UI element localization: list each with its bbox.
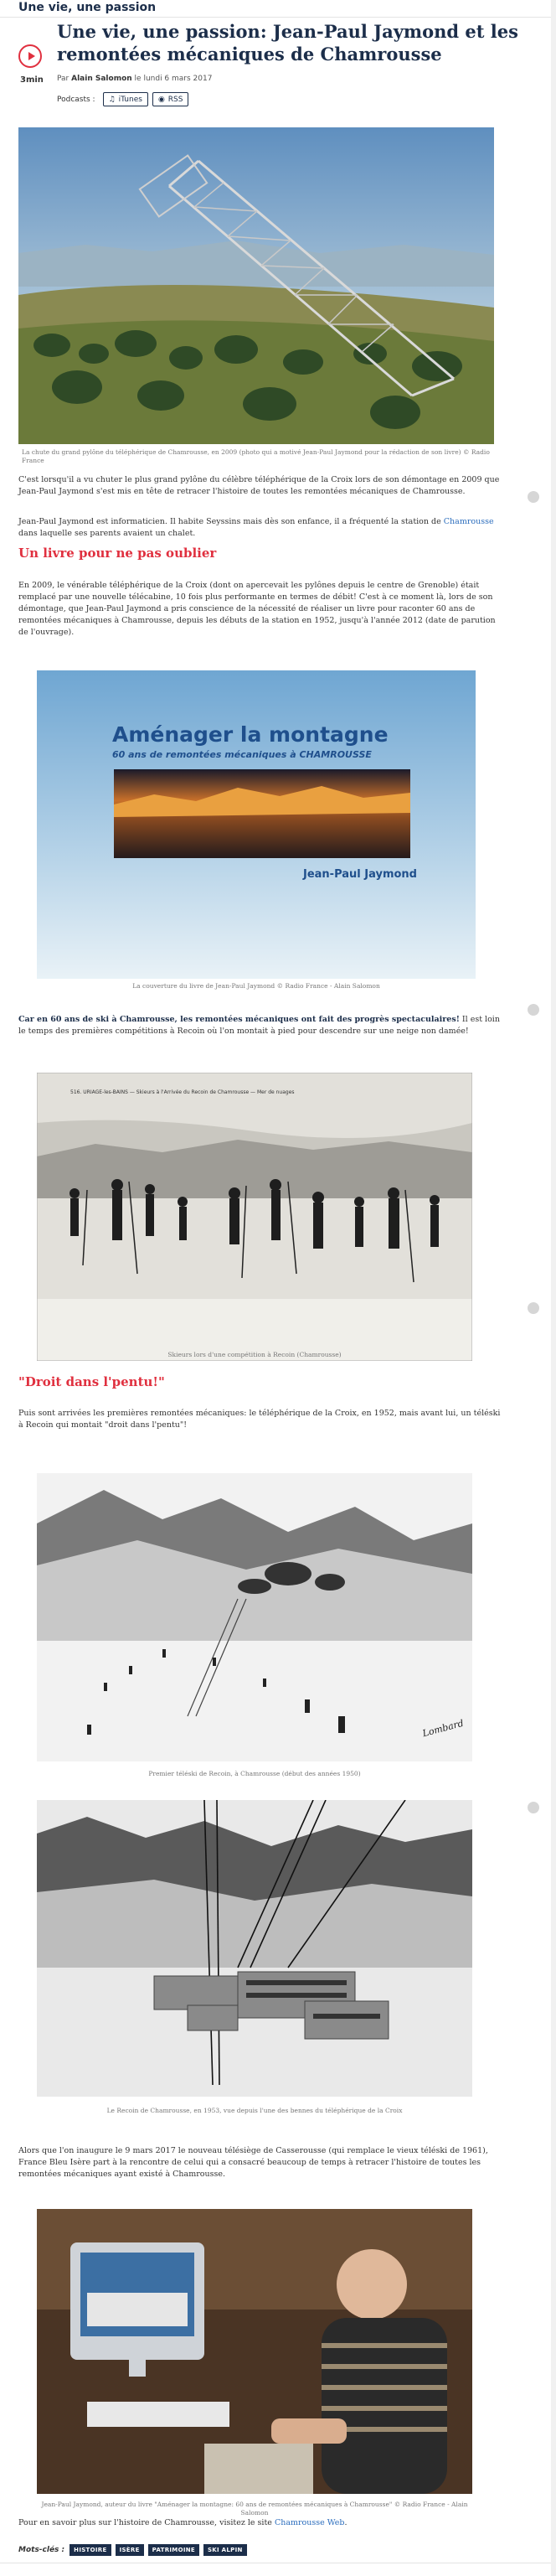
chamrousse-web-link[interactable]: Chamrousse Web bbox=[274, 2518, 345, 2527]
book-author: Jean-Paul Jaymond bbox=[303, 868, 417, 881]
figure-caption: Premier téléski de Recoin, à Chamrousse (début des années 1950) bbox=[148, 1770, 361, 1777]
byline-prefix: Par bbox=[57, 75, 70, 83]
figure-caption: La chute du grand pylône du téléphérique de Chamrousse, en 2009 (photo qui a motivé Jean-Paul Jaymond pour la rédaction de son livre) © Radio France bbox=[22, 448, 490, 464]
figure-caption: Le Recoin de Chamrousse, en 1953, vue depuis l'une des bennes du téléphérique de la Croix bbox=[106, 2107, 403, 2114]
rss-icon: ◉ bbox=[157, 95, 165, 104]
bold-lead: Car en 60 ans de ski à Chamrousse, les remontées mécaniques ont fait des progrès spectaculaires! bbox=[18, 1015, 460, 1024]
postcard-text: 516. URIAGE-les-BAINS — Skieurs à l'Arrivée du Recoin de Chamrousse — Mer de nuages bbox=[70, 1089, 295, 1095]
figure-caption: Skieurs lors d'une compétition à Recoin (Chamrousse) bbox=[167, 1351, 342, 1358]
recoin-1953-photo[interactable] bbox=[37, 1800, 472, 2097]
skiers-postcard-photo[interactable] bbox=[37, 1073, 472, 1361]
byline bbox=[57, 75, 212, 83]
paragraph: C'est lorsqu'il a vu chuter le plus grand pylône du célèbre téléphérique de la Croix lors de son démontage en 2009 que Jean-Paul Jaymond s'est mis en tête de retracer l'histoire de toutes les remontées mécaniques de Chamrousse. bbox=[18, 475, 500, 496]
author-name[interactable]: Alain Salomon bbox=[71, 75, 132, 83]
paragraph bbox=[18, 1014, 504, 1037]
nav-dot[interactable] bbox=[528, 1004, 539, 1016]
audio-duration: 3min bbox=[20, 75, 44, 85]
paragraph: Puis sont arrivées les premières remontées mécaniques: le téléphérique de la Croix, en 1952, mais avant lui, un téléski à Recoin qui montait "droit dans l'pentu"! bbox=[18, 1409, 501, 1430]
paragraph bbox=[18, 516, 504, 540]
article-title: Une vie, une passion: Jean-Paul Jaymond et les remontées mécaniques de Chamrousse bbox=[57, 21, 518, 65]
podcasts-bar bbox=[57, 92, 193, 106]
chamrousse-link[interactable]: Chamrousse bbox=[443, 517, 494, 526]
section-title: Une vie, une passion bbox=[18, 1, 157, 14]
nav-dot[interactable] bbox=[528, 1802, 539, 1813]
itunes-label: iTunes bbox=[118, 95, 142, 104]
text-span: Jean-Paul Jaymond est informaticien. Il habite Seyssins mais dès son enfance, il a fréquenté la station de bbox=[18, 517, 444, 526]
author-photo[interactable] bbox=[37, 2209, 472, 2494]
tag-isere[interactable]: ISÈRE bbox=[116, 2544, 144, 2556]
divider bbox=[0, 17, 551, 18]
scrollbar-track[interactable] bbox=[551, 0, 556, 2576]
tag-patrimoine[interactable]: PATRIMOINE bbox=[148, 2544, 199, 2556]
tag-ski-alpin[interactable]: SKI ALPIN bbox=[203, 2544, 247, 2556]
text-span: Pour en savoir plus sur l'histoire de Chamrousse, visitez le site bbox=[18, 2518, 275, 2527]
tags-label: Mots-clés : bbox=[18, 2546, 65, 2554]
figure-caption: La couverture du livre de Jean-Paul Jaymond © Radio France - Alain Salomon bbox=[132, 982, 380, 990]
paragraph bbox=[18, 2517, 504, 2529]
play-button[interactable] bbox=[18, 44, 42, 68]
book-title: Aménager la montagne bbox=[112, 722, 389, 747]
rss-label: RSS bbox=[167, 95, 183, 104]
nav-dot[interactable] bbox=[528, 491, 539, 503]
paragraph: Alors que l'on inaugure le 9 mars 2017 le nouveau télésiège de Casserousse (qui remplace le vieux téléski de 1961), France Bleu Isère part à la rencontre de celui qui a consacré beaucoup de temps à retracer l'histoire de toutes les remontées mécaniques ayant existé à Chamrousse. bbox=[18, 2146, 488, 2179]
pylon-photo[interactable] bbox=[18, 127, 494, 444]
nav-dot[interactable] bbox=[528, 1302, 539, 1314]
publish-date: le lundi 6 mars 2017 bbox=[134, 75, 213, 83]
book-subtitle: 60 ans de remontées mécaniques à CHAMROUSSE bbox=[112, 749, 372, 760]
music-note-icon: ♫ bbox=[108, 95, 116, 104]
photographer-signature: Lombard bbox=[421, 1717, 466, 1740]
first-ski-lift-photo[interactable] bbox=[37, 1473, 472, 1761]
book-cover-image[interactable] bbox=[37, 670, 476, 979]
section-heading: Un livre pour ne pas oublier bbox=[18, 546, 217, 561]
rss-button[interactable] bbox=[152, 92, 189, 106]
podcasts-label: Podcasts : bbox=[57, 95, 95, 104]
tags-bar bbox=[18, 2544, 251, 2556]
text-span: . bbox=[344, 2518, 348, 2527]
section-heading: "Droit dans l'pentu!" bbox=[18, 1374, 165, 1389]
text-span: Il est loin le temps des premières compétitions à Recoin où l'on montait à pied pour descendre sur une neige non damée! bbox=[18, 1015, 500, 1036]
play-icon bbox=[28, 52, 35, 60]
figure-caption: Jean-Paul Jaymond, auteur du livre "Aménager la montagne: 60 ans de remontées mécaniques à Chamrousse" © Radio France - Alain Salomon bbox=[41, 2501, 468, 2517]
itunes-button[interactable] bbox=[103, 92, 148, 106]
text-span: dans laquelle ses parents avaient un chalet. bbox=[18, 529, 196, 538]
paragraph: En 2009, le vénérable téléphérique de la Croix (dont on apercevait les pylônes depuis le centre de Grenoble) était remplacé par une nouvelle télécabine, 10 fois plus performante en termes de débit! C'est à ce moment là, lors de son démontage, que Jean-Paul Jaymond a pris conscience de la nécessité de réaliser un livre pour raconter 60 ans de remontées mécaniques à Chamrousse, depuis les débuts de la station en 1952, jusqu'à l'année 2012 (date de parution de l'ouvrage). bbox=[18, 581, 496, 637]
tag-histoire[interactable]: HISTOIRE bbox=[70, 2544, 111, 2556]
